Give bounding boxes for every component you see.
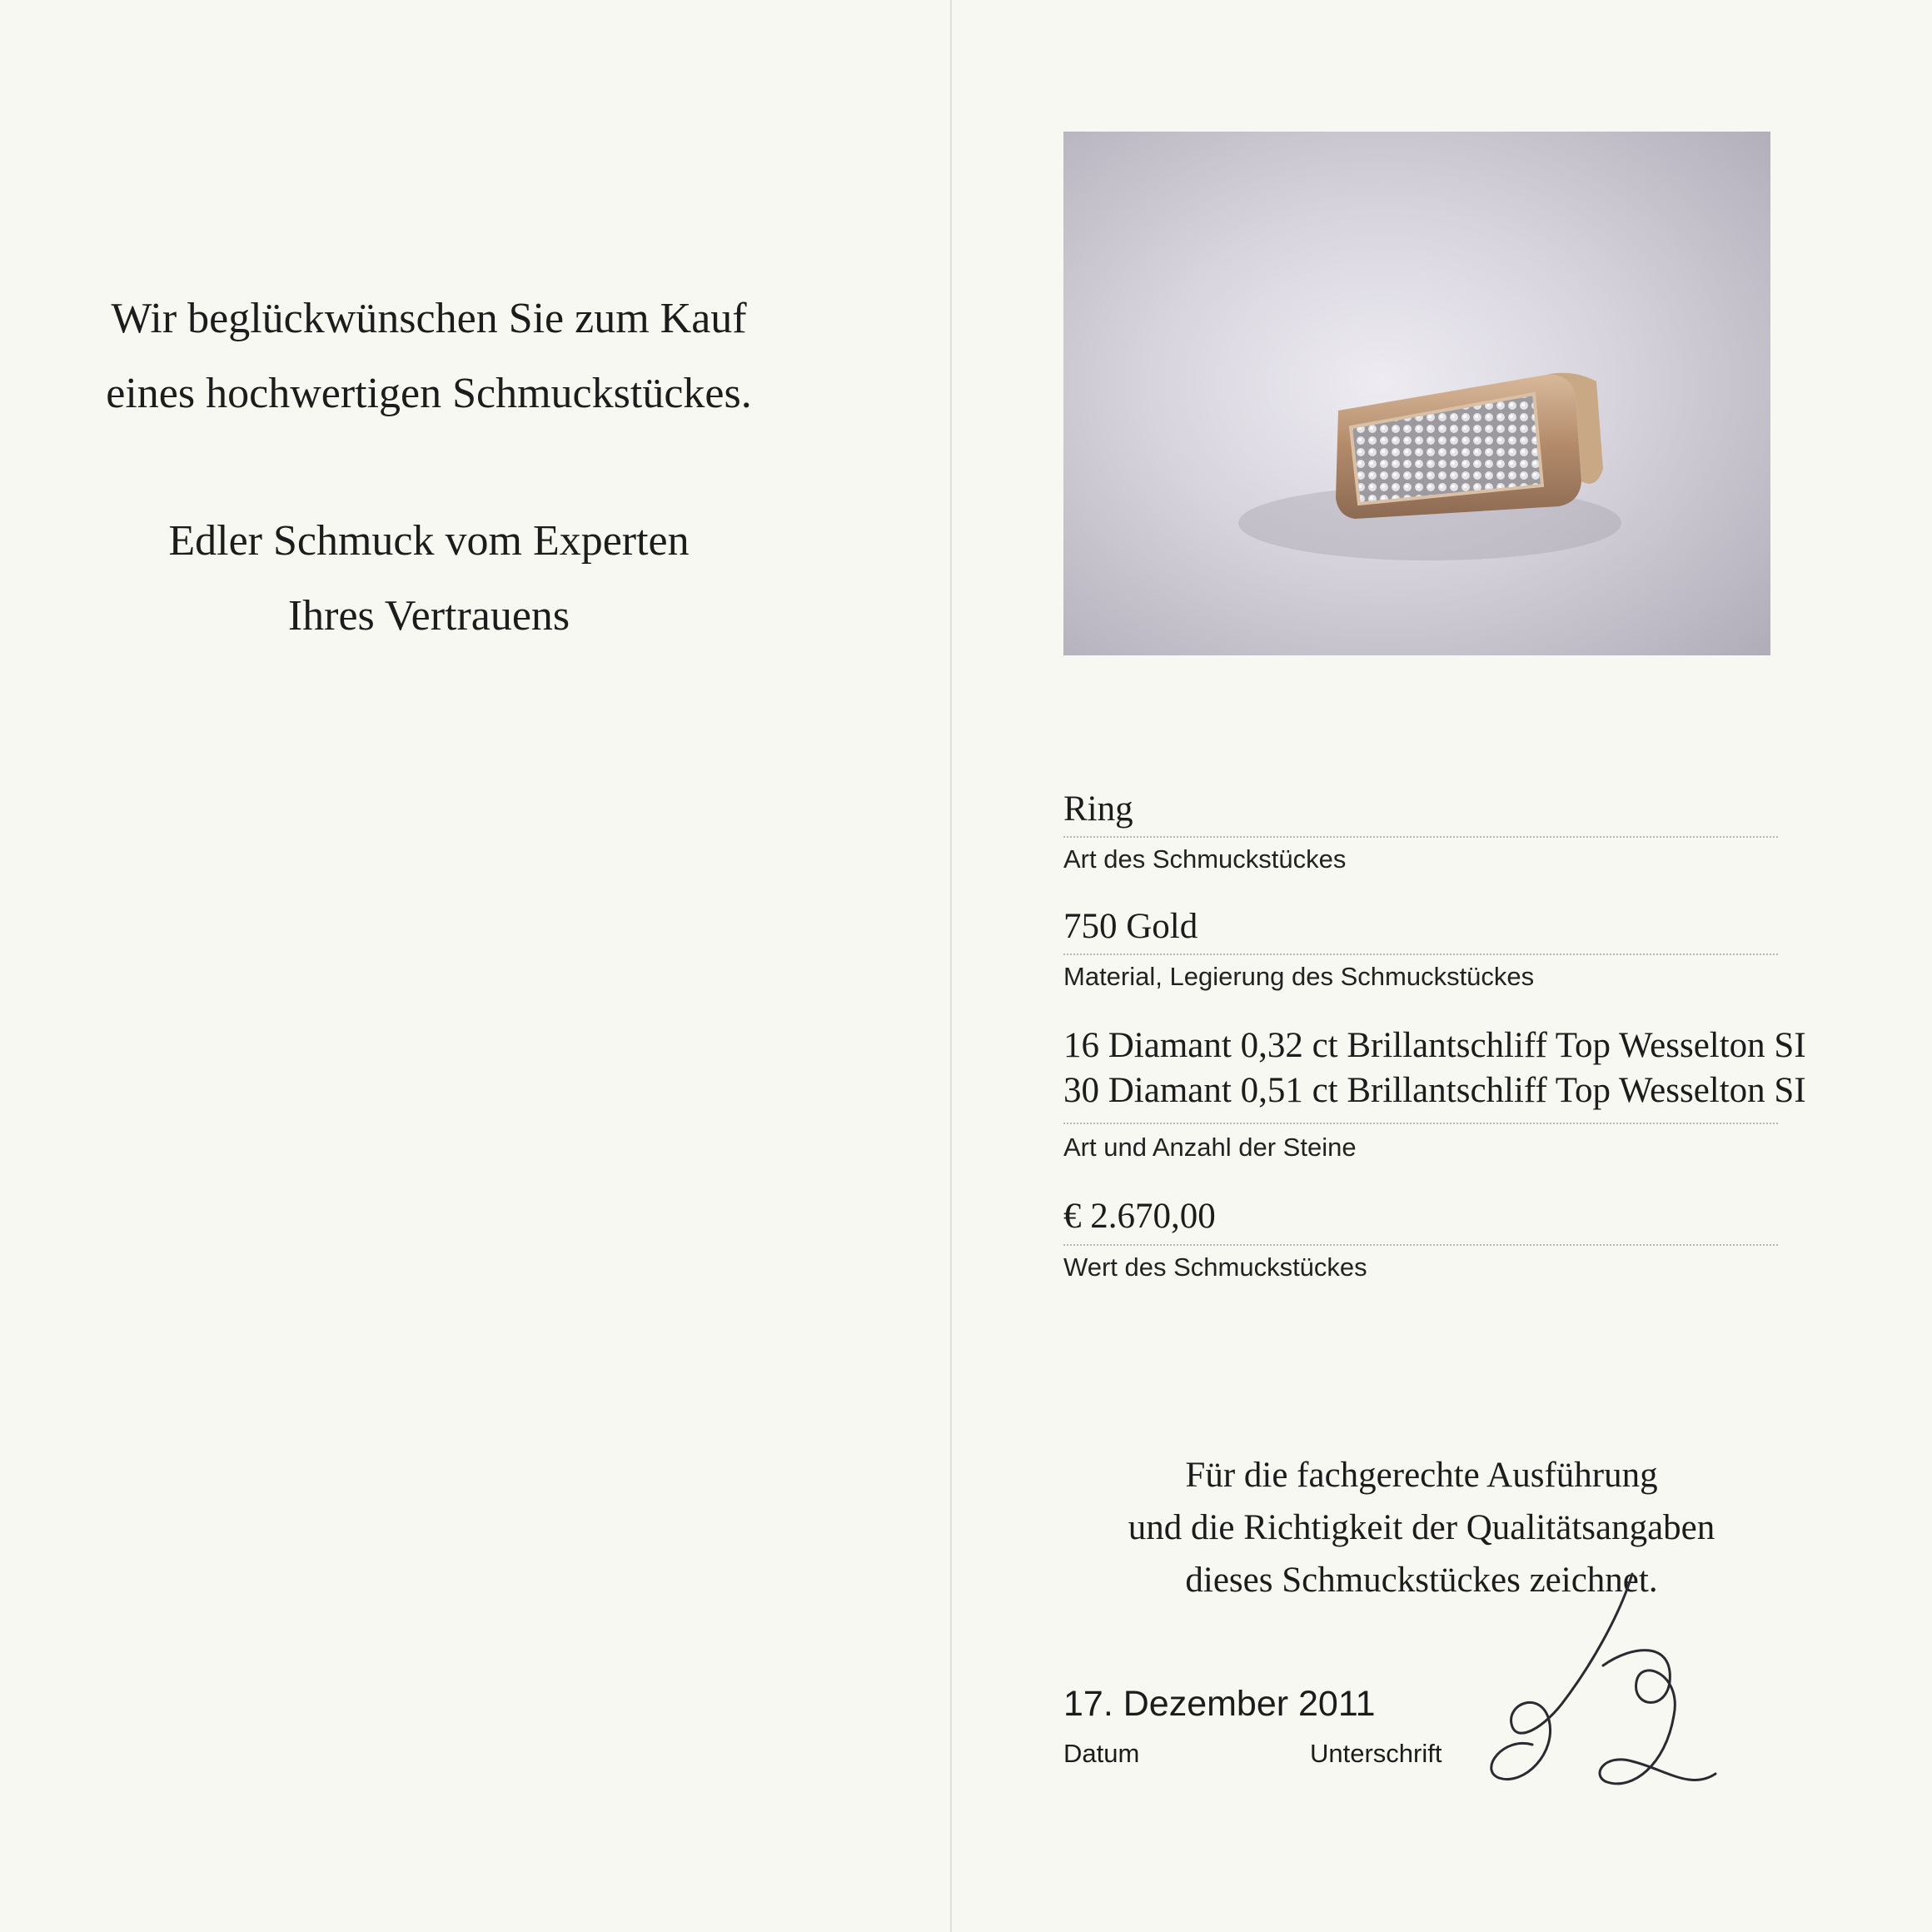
slogan-line: Edler Schmuck vom Experten <box>168 517 690 565</box>
signature-label: Unterschrift <box>1310 1739 1442 1768</box>
ring-photo <box>1063 132 1770 655</box>
price-label: Wert des Schmuckstückes <box>1063 1252 1367 1282</box>
slogan-block <box>0 504 858 654</box>
jewelry-type-value: Ring <box>1063 789 1133 829</box>
closing-line: Für die fachgerechte Ausführung <box>1185 1456 1658 1495</box>
closing-line: dieses Schmuckstückes zeichnet. <box>1185 1561 1658 1600</box>
greeting-line: Wir beglückwünschen Sie zum Kauf <box>111 295 747 342</box>
signature-icon <box>1466 1566 1732 1815</box>
jewelry-type-line <box>1063 836 1778 838</box>
jewelry-type-label: Art des Schmuckstückes <box>1063 844 1347 874</box>
material-line <box>1063 954 1778 955</box>
stones-value-1: 16 Diamant 0,32 ct Brillantschliff Top Wesselton SI <box>1063 1026 1806 1065</box>
price-value: € 2.670,00 <box>1063 1197 1216 1236</box>
ring-photo-icon <box>1063 132 1770 655</box>
stones-value-2: 30 Diamant 0,51 ct Brillantschliff Top Wesselton SI <box>1063 1071 1806 1110</box>
greeting-line: eines hochwertigen Schmuckstückes. <box>106 370 752 417</box>
material-label: Material, Legierung des Schmuckstückes <box>1063 962 1535 991</box>
price-line <box>1063 1244 1778 1246</box>
greeting-block <box>0 281 858 431</box>
stones-line <box>1063 1123 1778 1124</box>
date-value: 17. Dezember 2011 <box>1063 1684 1376 1724</box>
stones-label: Art und Anzahl der Steine <box>1063 1133 1357 1162</box>
page-fold <box>950 0 952 1932</box>
date-label: Datum <box>1063 1739 1140 1768</box>
closing-line: und die Richtigkeit der Qualitätsangaben <box>1128 1508 1715 1547</box>
left-panel <box>0 0 950 1932</box>
slogan-line: Ihres Vertrauens <box>287 592 570 640</box>
material-value: 750 Gold <box>1063 907 1198 946</box>
